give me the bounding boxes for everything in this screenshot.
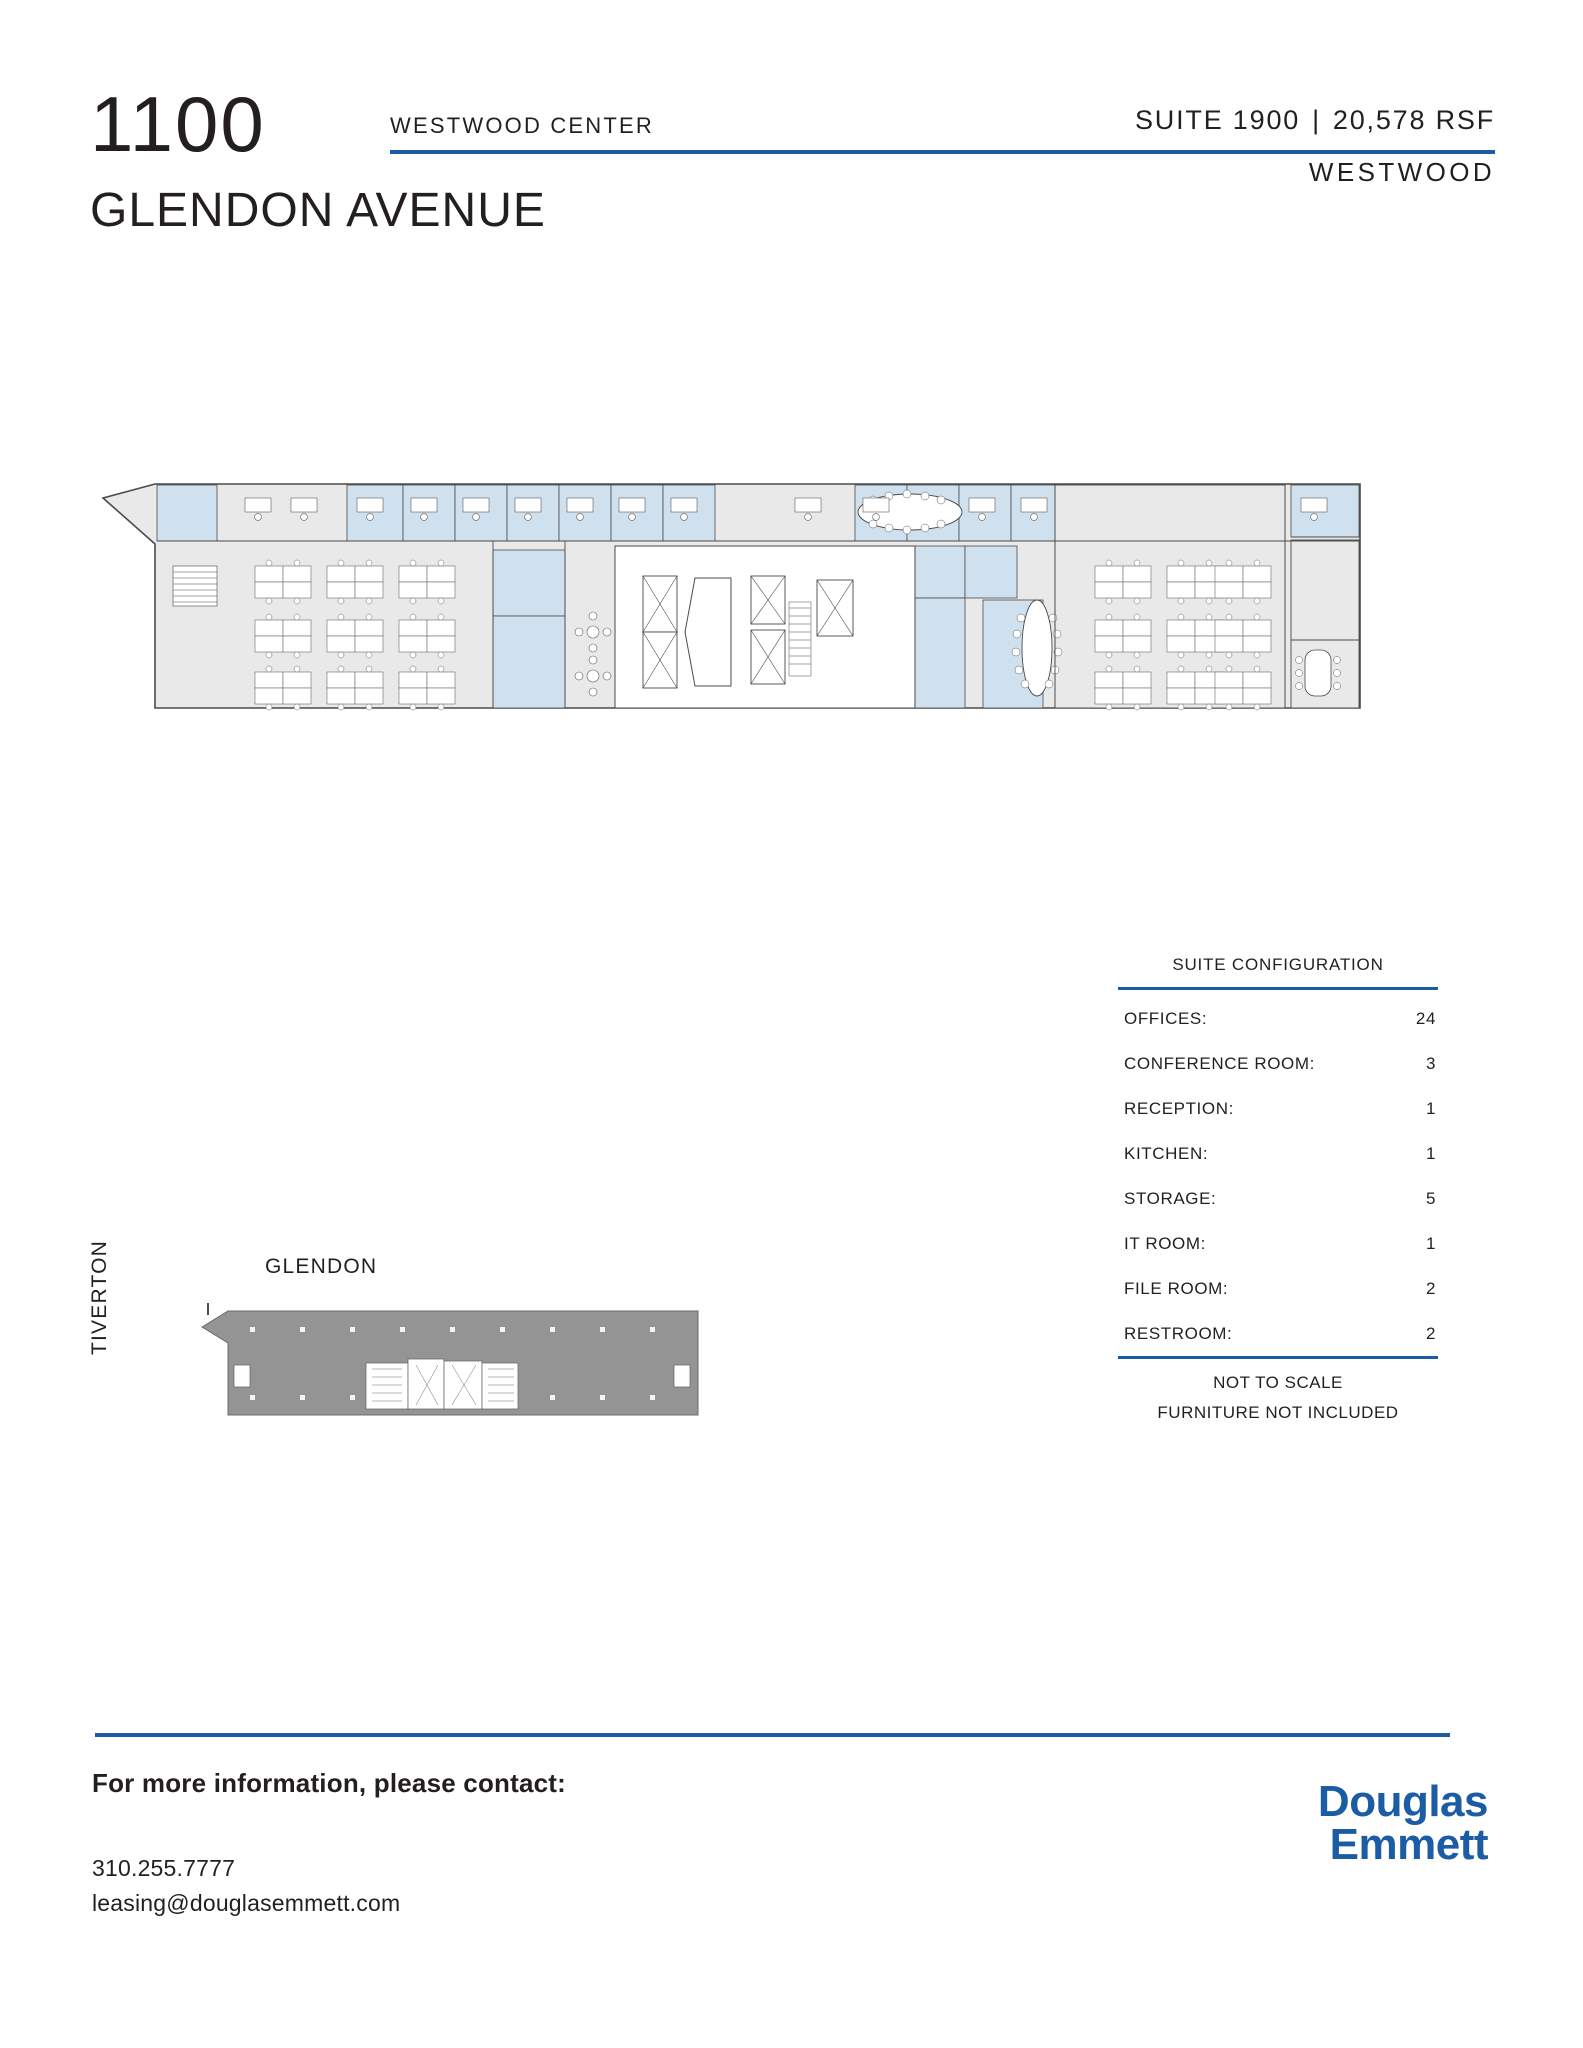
note-not-to-scale: NOT TO SCALE xyxy=(1213,1373,1343,1392)
config-label: OFFICES: xyxy=(1124,1008,1208,1028)
logo-line-2: Emmett xyxy=(1329,1820,1488,1870)
config-row-it-room xyxy=(1118,1221,1438,1266)
suite-rsf: 20,578 RSF xyxy=(1332,105,1495,135)
config-value: 2 xyxy=(1425,1278,1436,1298)
config-label: FILE ROOM: xyxy=(1124,1278,1229,1298)
suite-divider: | xyxy=(1312,105,1321,135)
logo-line-1: Douglas xyxy=(1317,1777,1488,1826)
header-divider-rule xyxy=(390,150,1495,154)
config-value: 1 xyxy=(1425,1098,1436,1118)
center-name: WESTWOOD CENTER xyxy=(390,113,654,138)
configuration-notes xyxy=(1118,1359,1438,1428)
document-header xyxy=(90,80,1495,285)
submarket-label: WESTWOOD xyxy=(1308,157,1495,187)
douglas-emmett-logo xyxy=(1317,1777,1488,1870)
contact-phone[interactable]: 310.255.7777 xyxy=(92,1855,236,1881)
config-row-kitchen xyxy=(1118,1131,1438,1176)
config-label: STORAGE: xyxy=(1124,1188,1217,1208)
config-label: CONFERENCE ROOM: xyxy=(1124,1053,1315,1073)
note-furniture-not-included: FURNITURE NOT INCLUDED xyxy=(1157,1403,1399,1422)
config-value: 5 xyxy=(1425,1188,1436,1208)
config-value: 1 xyxy=(1425,1143,1436,1163)
config-value: 2 xyxy=(1425,1323,1436,1343)
suite-configuration xyxy=(1118,955,1438,1428)
footer-divider-rule xyxy=(95,1733,1450,1737)
config-label: RESTROOM: xyxy=(1124,1323,1233,1343)
contact-heading: For more information, please contact: xyxy=(92,1768,567,1798)
config-row-reception xyxy=(1118,1086,1438,1131)
key-plan-street-left: TIVERTON xyxy=(88,1239,111,1355)
config-row-file-room xyxy=(1118,1266,1438,1311)
contact-email[interactable]: leasing@douglasemmett.com xyxy=(92,1890,401,1916)
config-row-conference-room xyxy=(1118,1041,1438,1086)
config-row-offices xyxy=(1118,996,1438,1041)
address-number: 1100 xyxy=(90,80,266,168)
config-label: RECEPTION: xyxy=(1124,1098,1234,1118)
config-row-restroom xyxy=(1118,1311,1438,1356)
address-street: GLENDON AVENUE xyxy=(90,184,546,237)
floor-plan xyxy=(95,480,1425,760)
config-value: 1 xyxy=(1425,1233,1436,1253)
config-row-storage xyxy=(1118,1176,1438,1221)
suite-summary xyxy=(1135,105,1495,136)
config-label: KITCHEN: xyxy=(1124,1143,1209,1163)
config-value: 24 xyxy=(1415,1008,1436,1028)
key-plan xyxy=(88,1239,720,1455)
configuration-title: SUITE CONFIGURATION xyxy=(1172,955,1384,974)
config-label: IT ROOM: xyxy=(1124,1233,1206,1253)
config-value: 3 xyxy=(1425,1053,1436,1073)
suite-number: SUITE 1900 xyxy=(1135,105,1301,135)
key-plan-street-top: GLENDON xyxy=(265,1255,378,1278)
configuration-rows xyxy=(1118,990,1438,1356)
